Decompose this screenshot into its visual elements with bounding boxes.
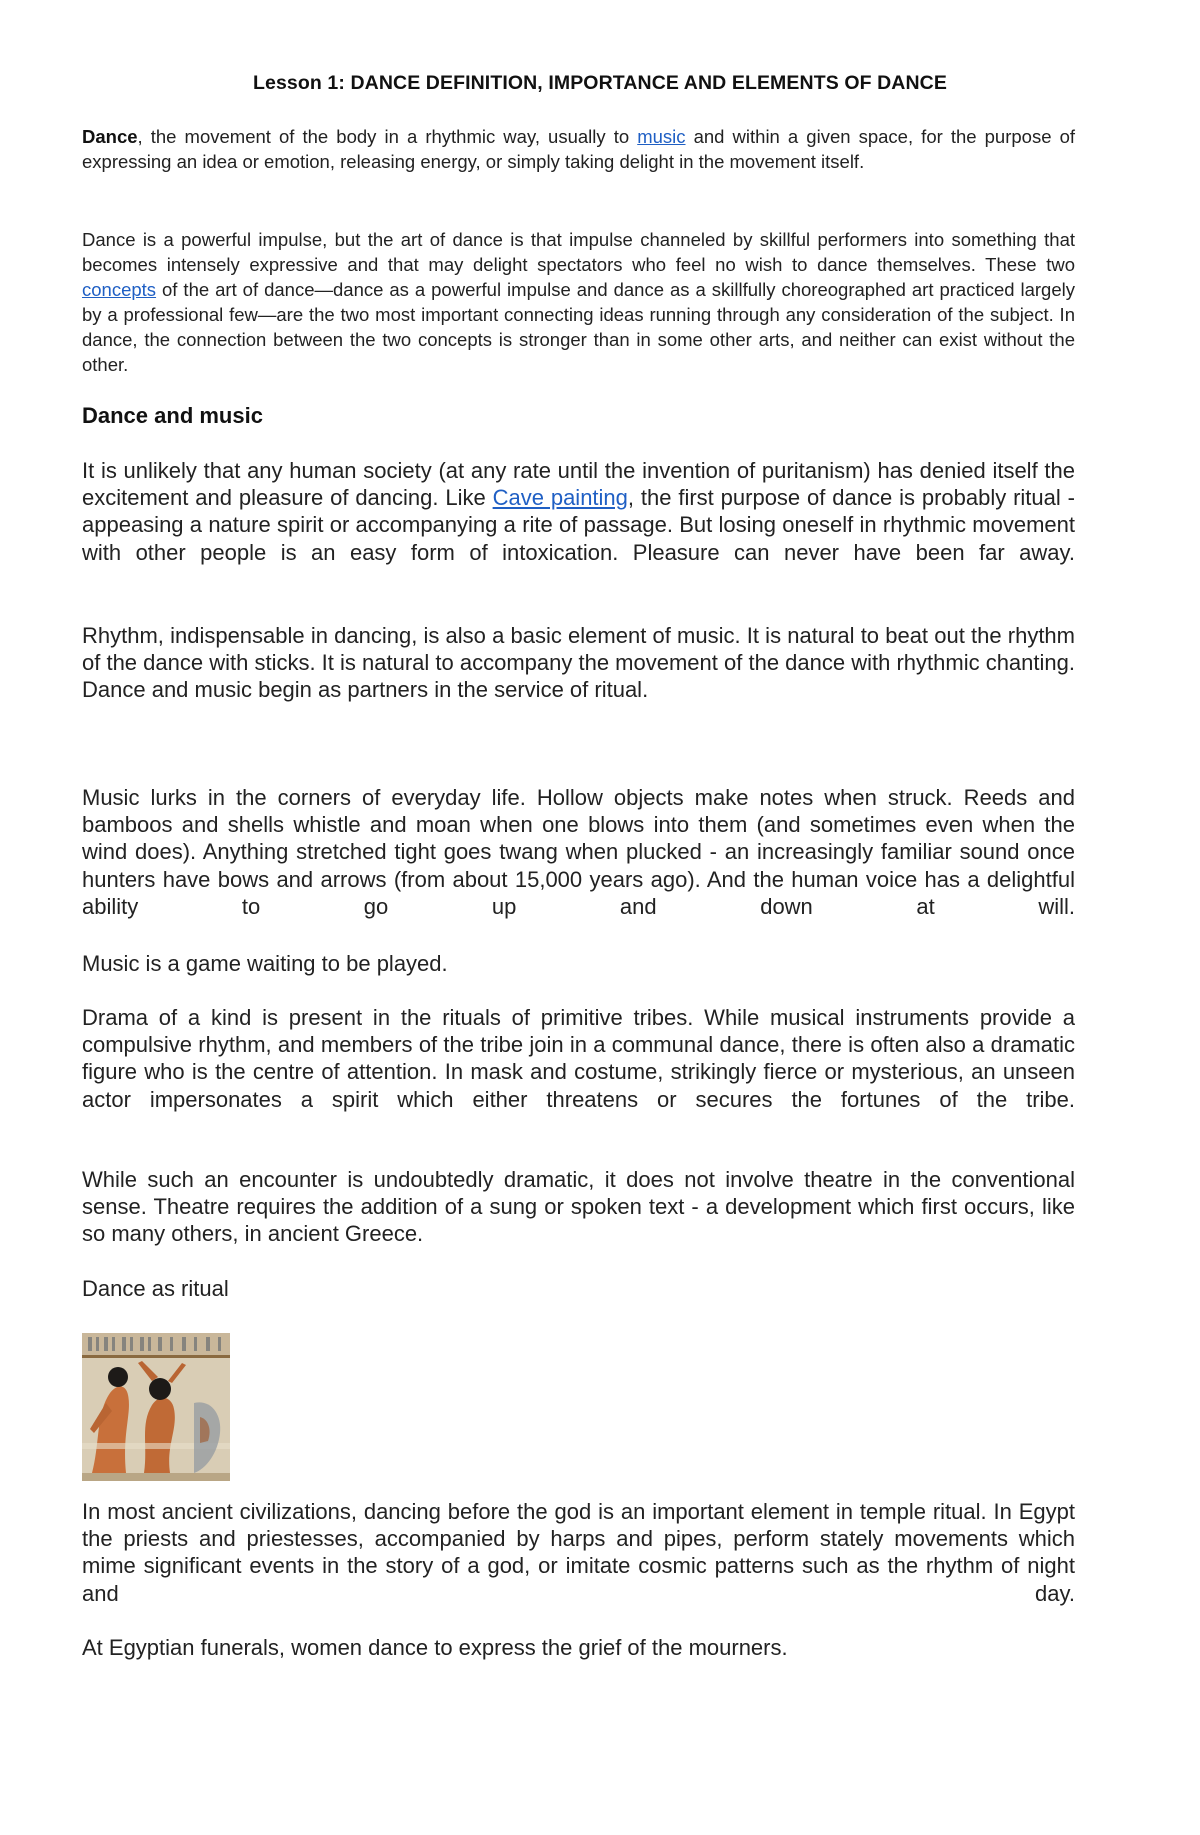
subheading-ritual xyxy=(82,1275,1075,1302)
paragraph-funerals xyxy=(82,1634,1075,1661)
link-concepts[interactable]: concepts xyxy=(82,279,157,300)
intro-text-1: , the movement of the body in a rhythmic way, usually to xyxy=(137,126,638,147)
paragraph-theatre xyxy=(82,1166,1075,1248)
heading-dance-and-music: Dance and music xyxy=(82,403,263,428)
dance-as-ritual-label: Dance as ritual xyxy=(82,1276,229,1301)
paragraph-drama xyxy=(82,1004,1075,1113)
para3-text-1: It is unlikely that any human society (at any rate until the invention of puritanism) has denied itself the excitement and pleasure of dancing. Like xyxy=(82,458,1075,511)
intro-paragraph xyxy=(82,124,1075,174)
paragraph-concepts xyxy=(82,227,1075,377)
para2-text-2: of the art of dance—dance as a powerful impulse and dance as a skillfully choreographed art practiced largely by a professional few—are the two most important connecting ideas running through any consideration of the subject. In dance, the connection between the two concepts is stronger than in some other arts, and neither can exist without the other. xyxy=(82,279,1075,375)
paragraph-temple-ritual xyxy=(82,1498,1075,1607)
para7-text: Drama of a kind is present in the rituals of primitive tribes. While musical instruments provide a compulsive rhythm, and members of the tribe join in a communal dance, there is often also a dramatic figure who is the centre of attention. In mask and costume, strikingly fierce or mysterious, an unseen actor impersonates a spirit which either threatens or secures the fortunes of the tribe. xyxy=(82,1005,1075,1112)
para8-text: While such an encounter is undoubtedly dramatic, it does not involve theatre in the conventional sense. Theatre requires the addition of a sung or spoken text - a development which first occurs, like so many others, in ancient Greece. xyxy=(82,1167,1075,1247)
intro-text-2: and within a given space, for the purpose of expressing an idea or emotion, releasing energy, or simply taking delight in the movement itself. xyxy=(82,126,1075,172)
para4-text: Rhythm, indispensable in dancing, is also a basic element of music. It is natural to beat out the rhythm of the dance with sticks. It is natural to accompany the movement of the dance with rhythmic chanting. Dance and music begin as partners in the service of ritual. xyxy=(82,623,1075,703)
link-music[interactable]: music xyxy=(637,126,686,147)
page-title: Lesson 1: DANCE DEFINITION, IMPORTANCE AND ELEMENTS OF DANCE xyxy=(253,72,947,94)
term-dance: Dance xyxy=(82,126,138,147)
para3-text-2: , the first purpose of dance is probably ritual - appeasing a nature spirit or accompanying a rite of passage. But losing oneself in rhythmic movement with other people is an easy form of intoxication. Pleasure can never have been far away. xyxy=(82,485,1075,565)
paragraph-music-game xyxy=(82,950,1075,977)
paragraph-rhythm xyxy=(82,622,1075,704)
egyptian-dancers-image xyxy=(82,1333,230,1481)
para9-text: In most ancient civilizations, dancing before the god is an important element in temple ritual. In Egypt the priests and priestesses, accompanied by harps and pipes, perform stately movements which mime significant events in the story of a god, or imitate cosmic patterns such as the rhythm of night and day. xyxy=(82,1499,1075,1606)
section-heading-dance-music xyxy=(82,403,1075,429)
para10-text: At Egyptian funerals, women dance to express the grief of the mourners. xyxy=(82,1635,788,1660)
para6-text: Music is a game waiting to be played. xyxy=(82,951,448,976)
para2-text-1: Dance is a powerful impulse, but the art of dance is that impulse channeled by skillful performers into something that becomes intensely expressive and that may delight spectators who feel no wish to dance themselves. These two xyxy=(82,229,1075,275)
paragraph-society xyxy=(82,457,1075,566)
para5-text: Music lurks in the corners of everyday life. Hollow objects make notes when struck. Reeds and bamboos and shells whistle and moan when one blows into them (and sometimes even when the wind does). Anything stretched tight goes twang when plucked - an increasingly familiar sound once hunters have bows and arrows (from about 15,000 years ago). And the human voice has a delightful ability to go up and down at will. xyxy=(82,785,1075,919)
paragraph-music-lurks xyxy=(82,784,1075,920)
egyptian-dancers-painting-icon xyxy=(82,1333,230,1481)
link-cave-painting[interactable]: Cave painting xyxy=(492,485,628,511)
